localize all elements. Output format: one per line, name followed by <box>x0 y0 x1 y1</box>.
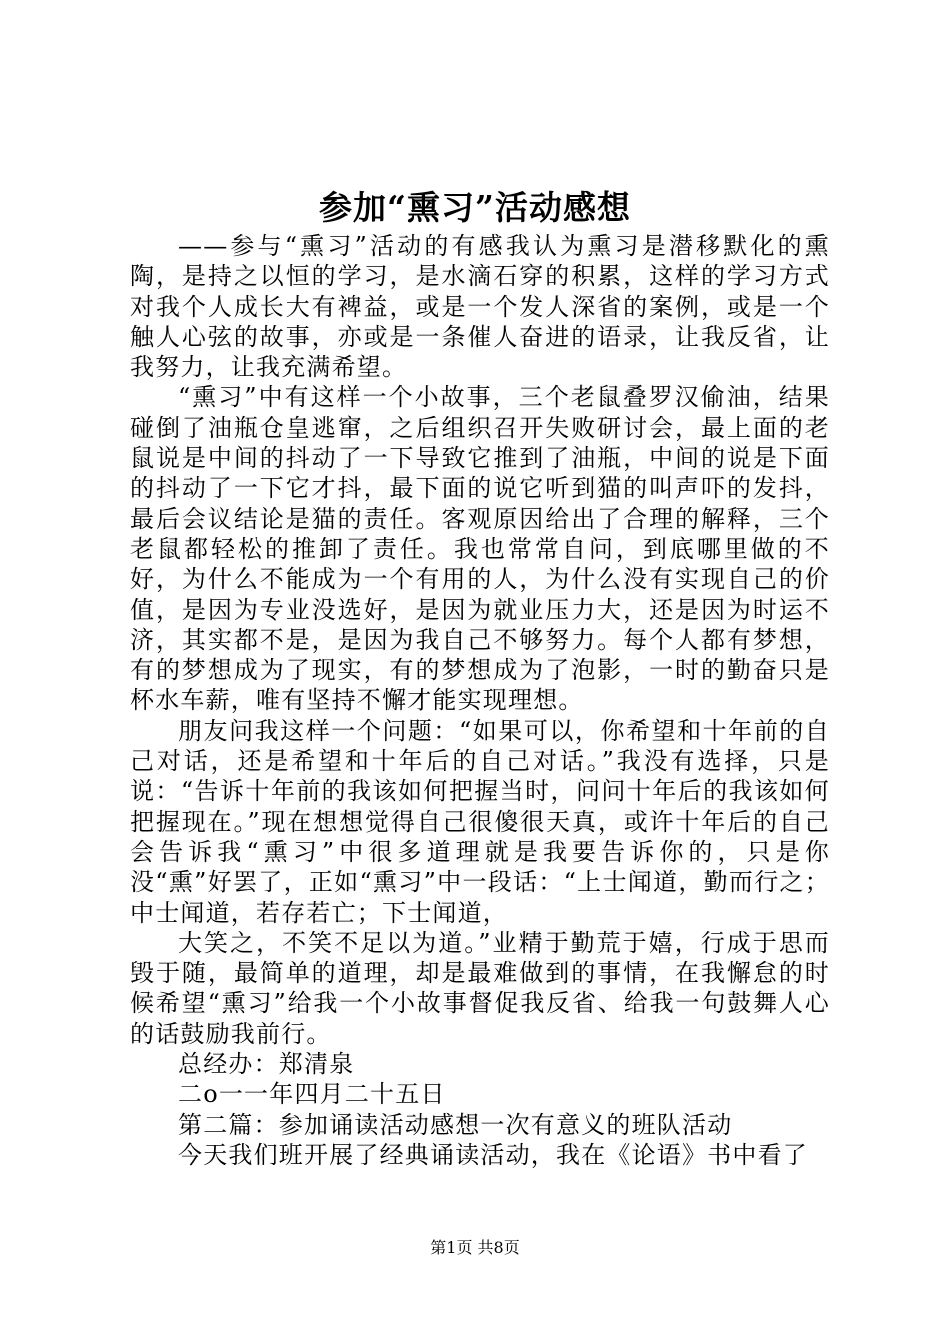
paragraph-mouse-story: “熏习”中有这样一个小故事，三个老鼠叠罗汉偷油，结果碰倒了油瓶仓皇逃窜，之后组织召开失败研讨会，最上面的老鼠说是中间的抖动了一下导致它推到了油瓶，中间的说是下面的抖动了一下它才抖，最下面的说它听到猫的叫声吓的发抖，最后会议结论是猫的责任。客观原因给出了合理的解释，三个老鼠都轻松的推卸了责任。我也常常自问，到底哪里做的不好，为什么不能成为一个有用的人，为什么没有实现自己的价值，是因为专业没选好，是因为就业压力大，还是因为时运不济，其实都不是，是因为我自己不够努力。每个人都有梦想，有的梦想成为了现实，有的梦想成为了泡影，一时的勤奋只是杯水车薪，唯有坚持不懈才能实现理想。 <box>130 383 830 715</box>
page-title: 参加“熏习”活动感想 <box>319 188 631 227</box>
author-signature: 总经办：郑清泉 <box>178 1050 355 1079</box>
second-article-first-line: 今天我们班开展了经典诵读活动，我在《论语》书中看了 <box>178 1140 808 1169</box>
document-date: 二o一一年四月二十五日 <box>178 1080 446 1109</box>
paragraph-conclusion: 大笑之，不笑不足以为道。”业精于勤荒于嬉，行成于思而毁于随，最简单的道理，却是最难做到的事情，在我懈怠的时候希望“熏习”给我一个小故事督促我反省、给我一句鼓舞人心的话鼓励我前行。 <box>130 928 830 1048</box>
document-body <box>130 231 830 1170</box>
page-footer: 第1页 共8页 <box>430 1238 520 1257</box>
second-article-heading: 第二篇：参加诵读活动感想一次有意义的班队活动 <box>178 1110 733 1139</box>
paragraph-friend-question: 朋友问我这样一个问题：“如果可以，你希望和十年前的自己对话，还是希望和十年后的自己对话。”我没有选择，只是说：“告诉十年前的我该如何把握当时，问问十年后的我该如何把握现在。”现在想想觉得自己很傻很天真，或许十年后的自己会告诉我“熏习”中很多道理就是我要告诉你的，只是你没“熏”好罢了，正如“熏习”中一段话：“上士闻道，勤而行之；中士闻道，若存若亡；下士闻道， <box>130 716 830 927</box>
paragraph-intro: ——参与“熏习”活动的有感我认为熏习是潜移默化的熏陶，是持之以恒的学习，是水滴石穿的积累，这样的学习方式对我个人成长大有裨益，或是一个发人深省的案例，或是一个触人心弦的故事，亦或是一条催人奋进的语录，让我反省，让我努力，让我充满希望。 <box>130 232 830 382</box>
